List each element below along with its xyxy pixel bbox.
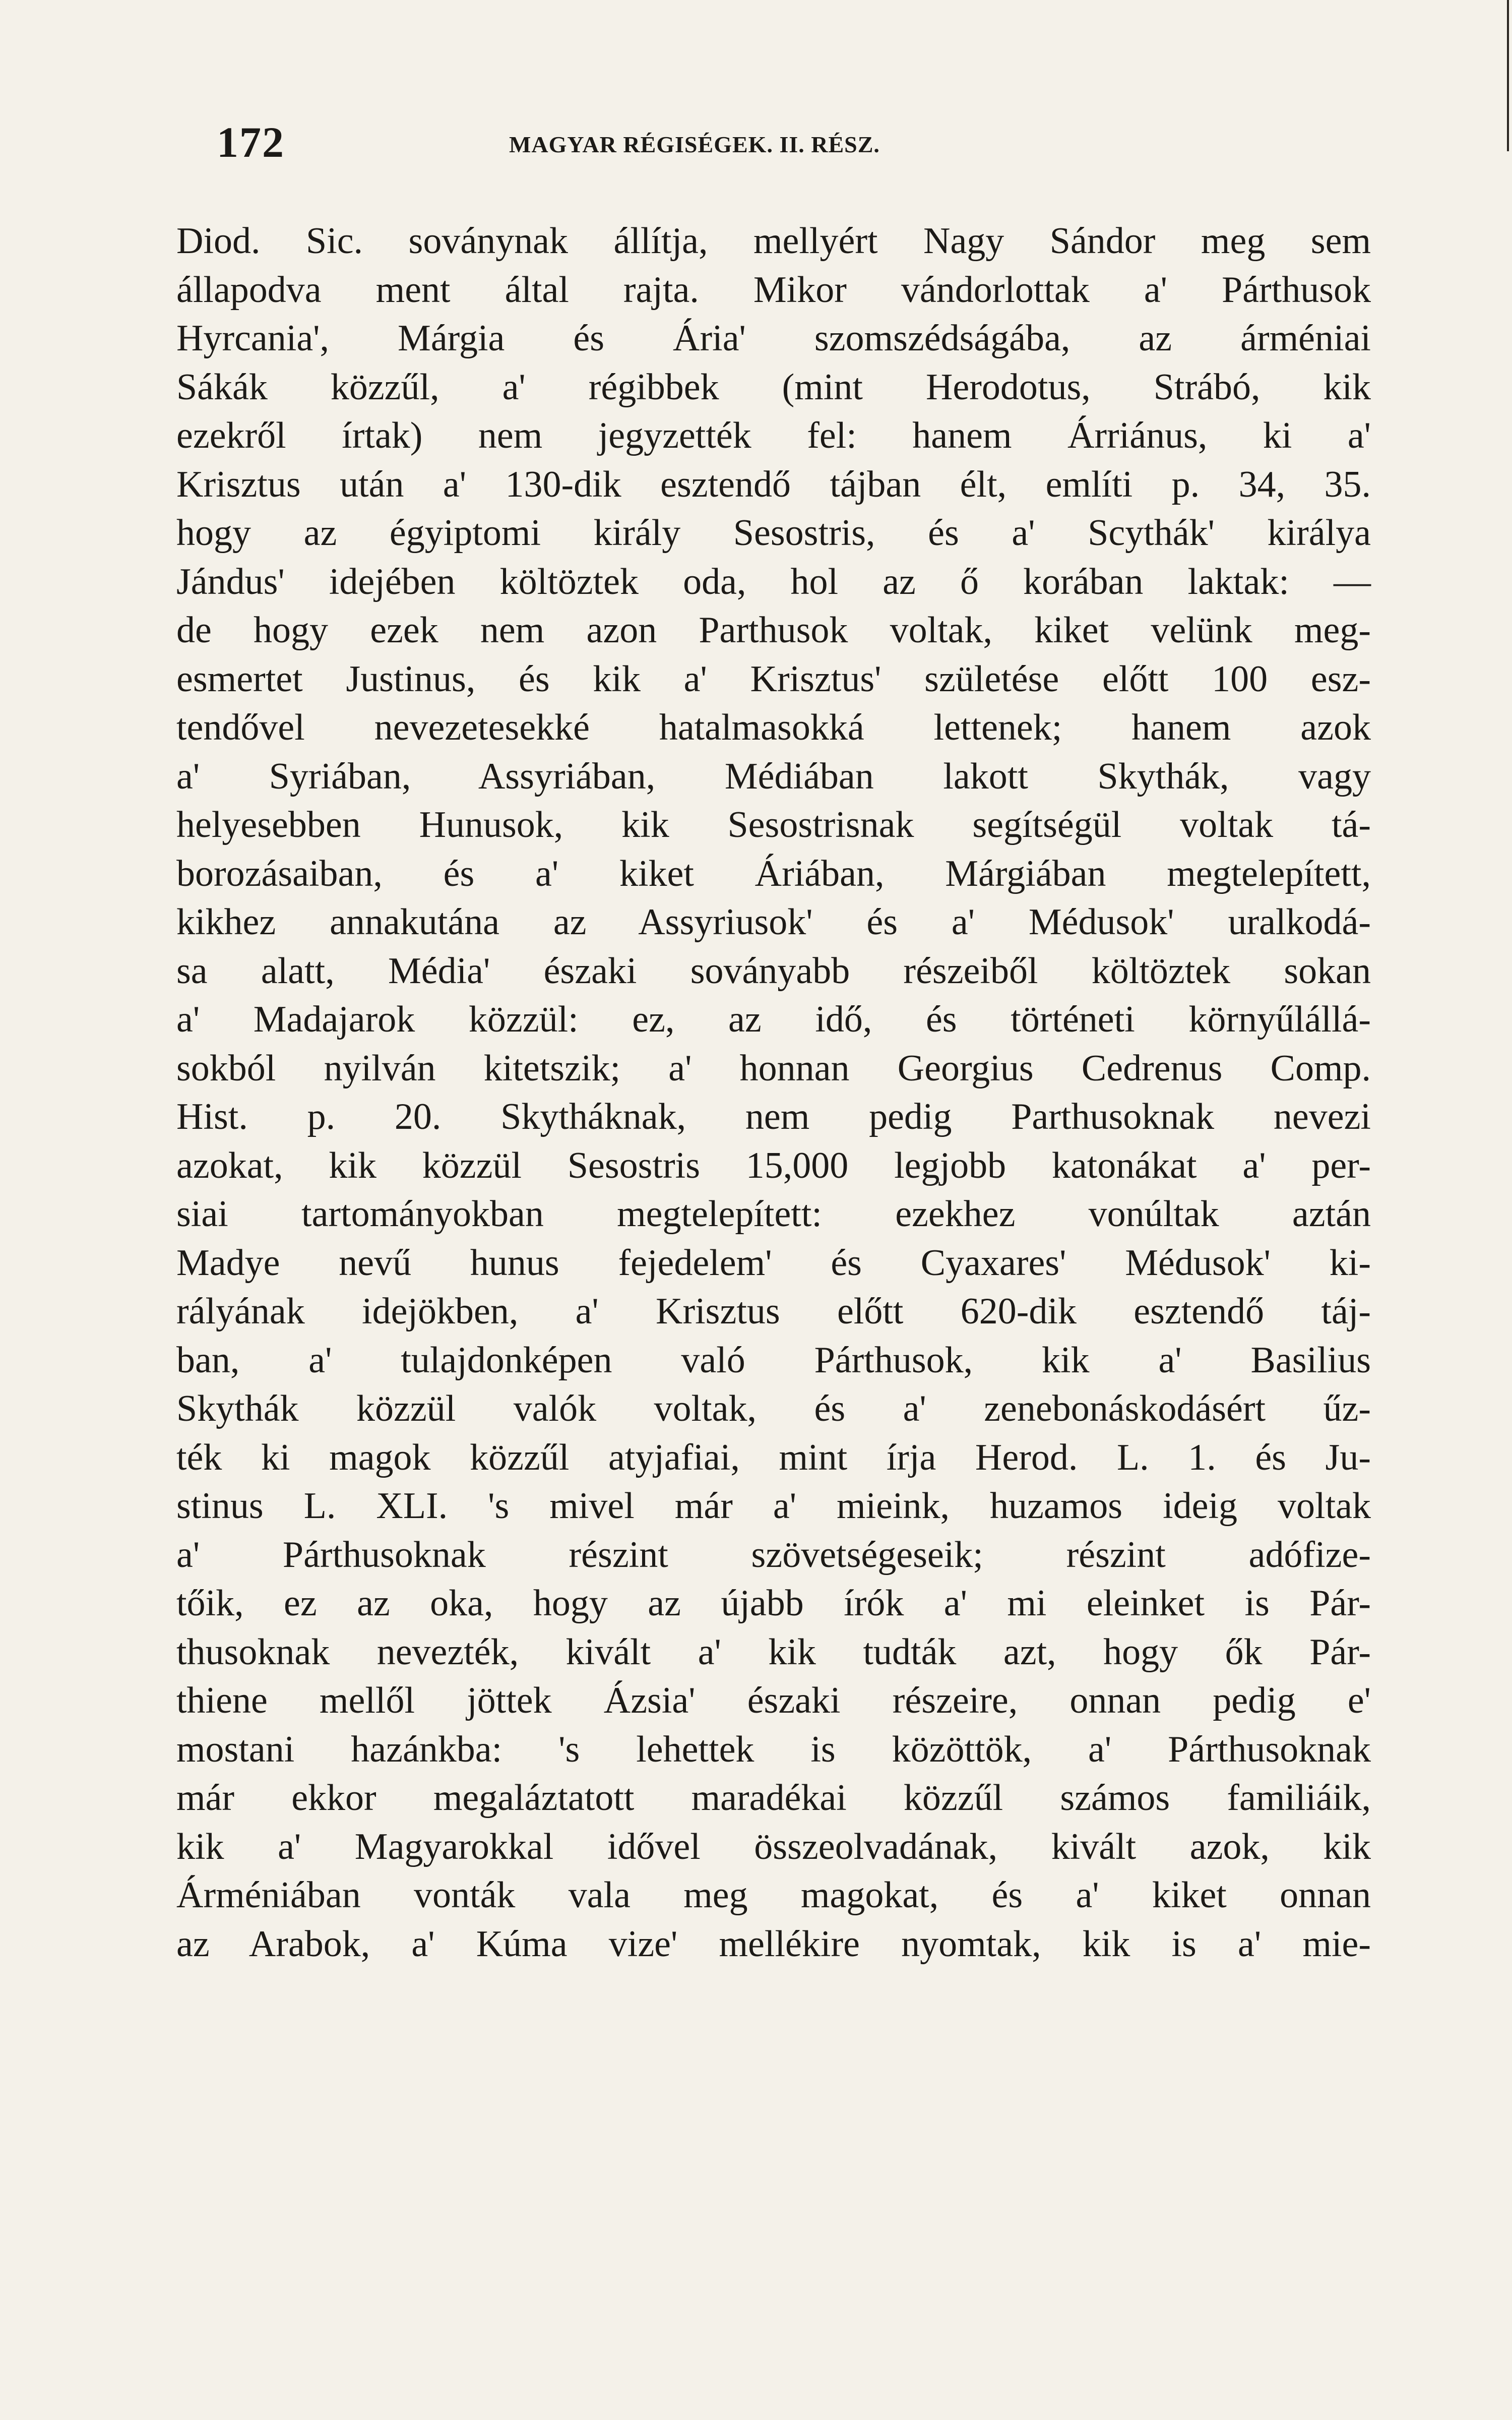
text-line: tendővel nevezetesekké hatalmasokká lettenek; hanem azok [176, 707, 1371, 748]
text-line: a' Párthusoknak részint szövetségeseik; részint adófize- [176, 1534, 1371, 1576]
text-line: állapodva ment által rajta. Mikor vándorlottak a' Párthusok [176, 269, 1371, 311]
text-line: Krisztus után a' 130-dik esztendő tájban élt, említi p. 34, 35. [176, 463, 1371, 505]
text-line: mostani hazánkba: 's lehettek is közöttök, a' Párthusoknak [176, 1728, 1371, 1770]
text-line: a' Syriában, Assyriában, Médiában lakott Skythák, vagy [176, 755, 1371, 797]
text-line: Skythák közzül valók voltak, és a' zenebonáskodásért űz- [176, 1388, 1371, 1429]
text-line: hogy az égyiptomi király Sesostris, és a' Scythák' királya [176, 512, 1371, 554]
running-title: MAGYAR RÉGISÉGEK. II. RÉSZ. [509, 132, 880, 157]
text-line: borozásaiban, és a' kiket Áriában, Márgiában megtelepített, [176, 853, 1371, 894]
text-line: esmertet Justinus, és kik a' Krisztus' születése előtt 100 esz- [176, 658, 1371, 700]
text-line: stinus L. XLI. 's mivel már a' mieink, huzamos ideig voltak [176, 1485, 1371, 1527]
text-line: helyesebben Hunusok, kik Sesostrisnak segítségül voltak tá- [176, 804, 1371, 845]
text-line: tőik, ez az oka, hogy az újabb írók a' mi eleinket is Pár- [176, 1583, 1371, 1624]
text-line: Sákák közzűl, a' régibbek (mint Herodotus, Strábó, kik [176, 366, 1371, 408]
text-line: ezekről írtak) nem jegyzették fel: hanem Árriánus, ki a' [176, 415, 1371, 456]
text-line: kikhez annakutána az Assyriusok' és a' Médusok' uralkodá- [176, 901, 1371, 943]
text-line: rályának idejökben, a' Krisztus előtt 620-dik esztendő táj- [176, 1291, 1371, 1332]
text-line: a' Madajarok közzül: ez, az idő, és történeti környűlállá- [176, 999, 1371, 1040]
text-line: azokat, kik közzül Sesostris 15,000 legjobb katonákat a' per- [176, 1144, 1371, 1186]
text-line: már ekkor megaláztatott maradékai közzűl számos familiáik, [176, 1777, 1371, 1819]
body-text [176, 217, 1371, 1968]
text-line: siai tartományokban megtelepített: ezekhez vonúltak aztán [176, 1193, 1371, 1235]
text-line: sokból nyilván kitetszik; a' honnan Georgius Cedrenus Comp. [176, 1047, 1371, 1089]
page-number: 172 [217, 118, 285, 166]
page-header [176, 117, 1033, 172]
text-line: ban, a' tulajdonképen való Párthusok, kik a' Basilius [176, 1339, 1371, 1381]
text-line: kik a' Magyarokkal idővel összeolvadának, kivált azok, kik [176, 1826, 1371, 1867]
text-line: Hist. p. 20. Skytháknak, nem pedig Parthusoknak nevezi [176, 1096, 1371, 1137]
text-line: Árméniában vonták vala meg magokat, és a' kiket onnan [176, 1874, 1371, 1916]
text-line: thusoknak nevezték, kivált a' kik tudták azt, hogy ők Pár- [176, 1631, 1371, 1673]
page-edge-line [1507, 0, 1509, 151]
text-line: ték ki magok közzűl atyjafiai, mint írja Herod. L. 1. és Ju- [176, 1436, 1371, 1478]
text-line: Diod. Sic. soványnak állítja, mellyért Nagy Sándor meg sem [176, 220, 1371, 262]
text-line: thiene mellől jöttek Ázsia' északi részeire, onnan pedig e' [176, 1680, 1371, 1721]
text-line: Hyrcania', Márgia és Ária' szomszédságába, az árméniai [176, 318, 1371, 359]
text-line: az Arabok, a' Kúma vize' mellékire nyomtak, kik is a' mie- [176, 1923, 1371, 1965]
text-line: Jándus' idejében költöztek oda, hol az ő korában laktak: — [176, 561, 1371, 602]
text-line: sa alatt, Média' északi soványabb részeiből költöztek sokan [176, 950, 1371, 992]
text-line: de hogy ezek nem azon Parthusok voltak, kiket velünk meg- [176, 610, 1371, 651]
text-line: Madye nevű hunus fejedelem' és Cyaxares' Médusok' ki- [176, 1242, 1371, 1284]
